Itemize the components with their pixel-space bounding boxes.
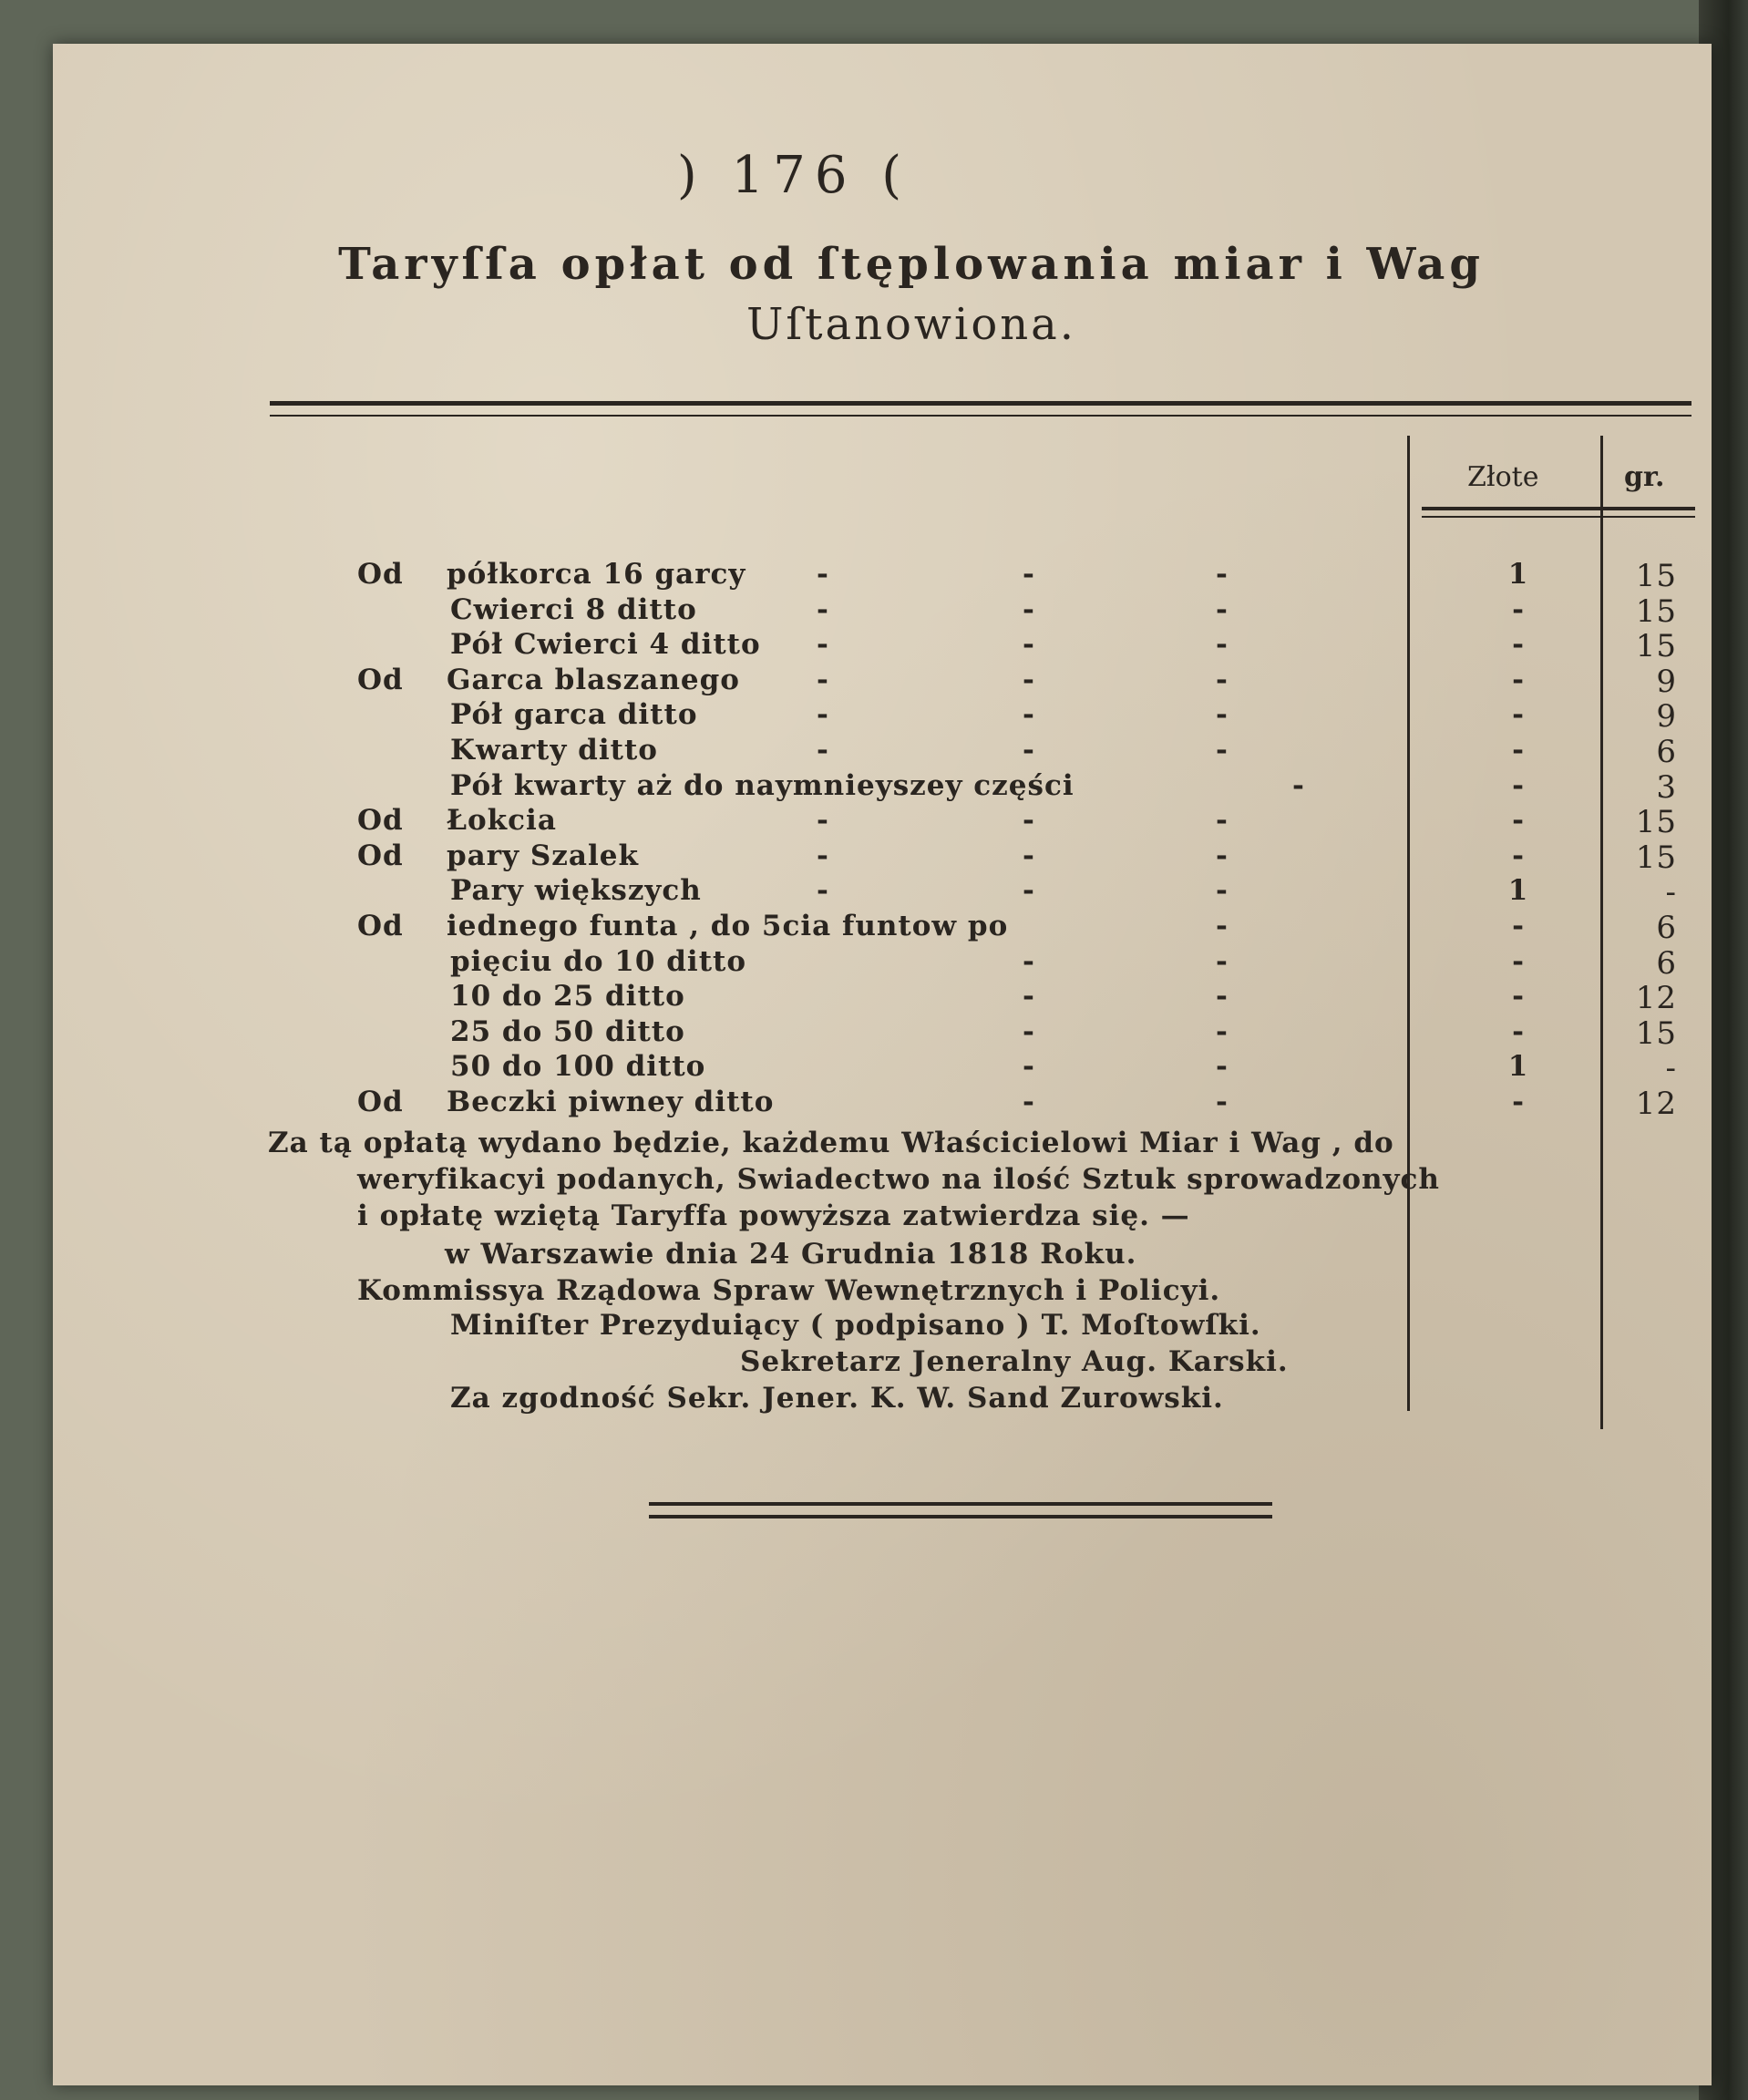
cell-zlote: - [1512, 910, 1525, 942]
row-item: Kwarty ditto [450, 734, 658, 767]
table-row [0, 734, 1748, 768]
title-block [273, 239, 1549, 350]
table-row [0, 980, 1748, 1014]
leader-dash: - [1216, 593, 1229, 626]
leader-dash: - [1023, 1086, 1035, 1118]
leader-dash: - [1216, 980, 1229, 1013]
table-row [0, 804, 1748, 839]
leader-dash: - [1023, 804, 1035, 837]
table-row [0, 945, 1748, 980]
leader-dash: - [817, 593, 829, 626]
row-item: pięciu do 10 ditto [450, 945, 747, 978]
row-prefix: Od [357, 1086, 404, 1118]
leader-dash: - [1216, 558, 1229, 591]
closing-rule [649, 1502, 1272, 1518]
cell-gr: 6 [1656, 945, 1677, 982]
cell-zlote: - [1512, 664, 1525, 696]
cell-gr: - [1665, 874, 1677, 911]
cell-gr: 3 [1656, 769, 1677, 806]
leader-dash: - [1023, 1015, 1035, 1048]
leader-dash: - [1023, 628, 1035, 661]
title-rule [270, 401, 1691, 417]
cell-gr: 15 [1635, 593, 1677, 630]
row-item: 50 do 100 ditto [450, 1050, 706, 1083]
leader-dash: - [1216, 664, 1229, 696]
leader-dash: - [1216, 1086, 1229, 1118]
leader-dash: - [1216, 628, 1229, 661]
row-prefix: Od [357, 839, 404, 872]
note-line: Miniſter Prezyduiący ( podpisano ) T. Moſtowſki. [450, 1309, 1261, 1342]
row-item: Pół kwarty aż do naymnieyszey części [450, 769, 1075, 802]
cell-gr: 6 [1656, 910, 1677, 946]
leader-dash: - [1023, 558, 1035, 591]
document-title: Taryſſa opłat od ſtęplowania miar i Wag [338, 239, 1485, 290]
row-item: Pół garca ditto [450, 698, 698, 731]
note-line: Sekretarz Jeneralny Aug. Karski. [740, 1345, 1289, 1378]
cell-gr: 15 [1635, 628, 1677, 664]
cell-zlote: 1 [1507, 874, 1529, 907]
leader-dash: - [817, 628, 829, 661]
leader-dash: - [817, 734, 829, 767]
row-item: Garca blaszanego [447, 664, 740, 696]
cell-zlote: 1 [1507, 1050, 1529, 1083]
leader-dash: - [1216, 734, 1229, 767]
leader-dash: - [1216, 874, 1229, 907]
leader-dash: - [1023, 874, 1035, 907]
row-prefix: Od [357, 664, 404, 696]
cell-gr: 15 [1635, 558, 1677, 594]
row-item: Beczki piwney ditto [447, 1086, 775, 1118]
table-row [0, 874, 1748, 909]
cell-zlote: - [1512, 734, 1525, 767]
leader-dash: - [1216, 698, 1229, 731]
note-line: weryfikacyi podanych, Swiadectwo na ilość Sztuk sprowadzonych [357, 1163, 1440, 1196]
cell-gr: 12 [1635, 980, 1677, 1016]
cell-gr: 15 [1635, 804, 1677, 840]
cell-zlote: - [1512, 628, 1525, 661]
leader-dash: - [817, 874, 829, 907]
row-item: Łokcia [447, 804, 557, 837]
cell-gr: 15 [1635, 839, 1677, 876]
leader-dash: - [1023, 839, 1035, 872]
table-row [0, 593, 1748, 628]
table-row [0, 558, 1748, 592]
cell-zlote: - [1512, 839, 1525, 872]
row-item: 25 do 50 ditto [450, 1015, 685, 1048]
table-row [0, 1086, 1748, 1120]
table-row [0, 910, 1748, 944]
leader-dash: - [1216, 945, 1229, 978]
page-header [0, 146, 1748, 205]
leader-dash: - [1023, 734, 1035, 767]
row-prefix: Od [357, 558, 404, 591]
leader-dash: - [1023, 698, 1035, 731]
cell-zlote: - [1512, 593, 1525, 626]
leader-dash: - [817, 698, 829, 731]
document-subtitle: Uſtanowiona. [745, 299, 1077, 350]
leader-dash: - [1023, 945, 1035, 978]
table-row [0, 769, 1748, 804]
leader-dash: - [1216, 804, 1229, 837]
page-number: ) 176 ( [676, 146, 911, 205]
row-item: Pół Cwierci 4 ditto [450, 628, 761, 661]
leader-dash: - [817, 839, 829, 872]
column-header-rule [1422, 507, 1695, 518]
leader-dash: - [1216, 910, 1229, 942]
table-row [0, 839, 1748, 874]
cell-gr: 9 [1656, 698, 1677, 735]
column-header-gr: gr. [1624, 461, 1665, 493]
table-row [0, 628, 1748, 663]
cell-zlote: - [1512, 804, 1525, 837]
cell-gr: - [1665, 1050, 1677, 1086]
leader-dash: - [1216, 1050, 1229, 1083]
cell-gr: 12 [1635, 1086, 1677, 1122]
leader-dash: - [1023, 980, 1035, 1013]
table-row [0, 1015, 1748, 1050]
row-item: 10 do 25 ditto [450, 980, 685, 1013]
table-row [0, 698, 1748, 733]
cell-zlote: - [1512, 1086, 1525, 1118]
row-prefix: Od [357, 910, 404, 942]
row-item: pary Szalek [447, 839, 639, 872]
cell-zlote: 1 [1507, 558, 1529, 591]
leader-dash: - [1292, 769, 1305, 802]
row-prefix: Od [357, 804, 404, 837]
row-item: półkorca 16 garcy [447, 558, 746, 591]
row-item: Cwierci 8 ditto [450, 593, 697, 626]
row-item: Pary większych [450, 874, 702, 907]
note-line: Za zgodność Sekr. Jener. K. W. Sand Zurowski. [450, 1382, 1224, 1415]
column-header-zlote: Złote [1467, 461, 1539, 493]
cell-zlote: - [1512, 1015, 1525, 1048]
leader-dash: - [1023, 1050, 1035, 1083]
note-line: Kommissya Rządowa Spraw Wewnętrznych i Policyi. [357, 1274, 1221, 1307]
leader-dash: - [1023, 664, 1035, 696]
cell-gr: 9 [1656, 664, 1677, 700]
cell-zlote: - [1512, 769, 1525, 802]
table-row [0, 1050, 1748, 1085]
note-line: w Warszawie dnia 24 Grudnia 1818 Roku. [445, 1238, 1137, 1271]
table-row [0, 664, 1748, 698]
cell-zlote: - [1512, 945, 1525, 978]
leader-dash: - [817, 804, 829, 837]
leader-dash: - [1023, 593, 1035, 626]
cell-gr: 6 [1656, 734, 1677, 770]
leader-dash: - [817, 664, 829, 696]
cell-zlote: - [1512, 980, 1525, 1013]
cell-zlote: - [1512, 698, 1525, 731]
leader-dash: - [1216, 1015, 1229, 1048]
note-line: Za tą opłatą wydano będzie, każdemu Właścicielowi Miar i Wag , do [268, 1127, 1394, 1159]
note-line: i opłatę wziętą Taryffa powyższa zatwierdza się. — [357, 1199, 1190, 1232]
cell-gr: 15 [1635, 1015, 1677, 1052]
leader-dash: - [817, 558, 829, 591]
leader-dash: - [1216, 839, 1229, 872]
row-item: iednego funta , do 5cia funtow po [447, 910, 1009, 942]
